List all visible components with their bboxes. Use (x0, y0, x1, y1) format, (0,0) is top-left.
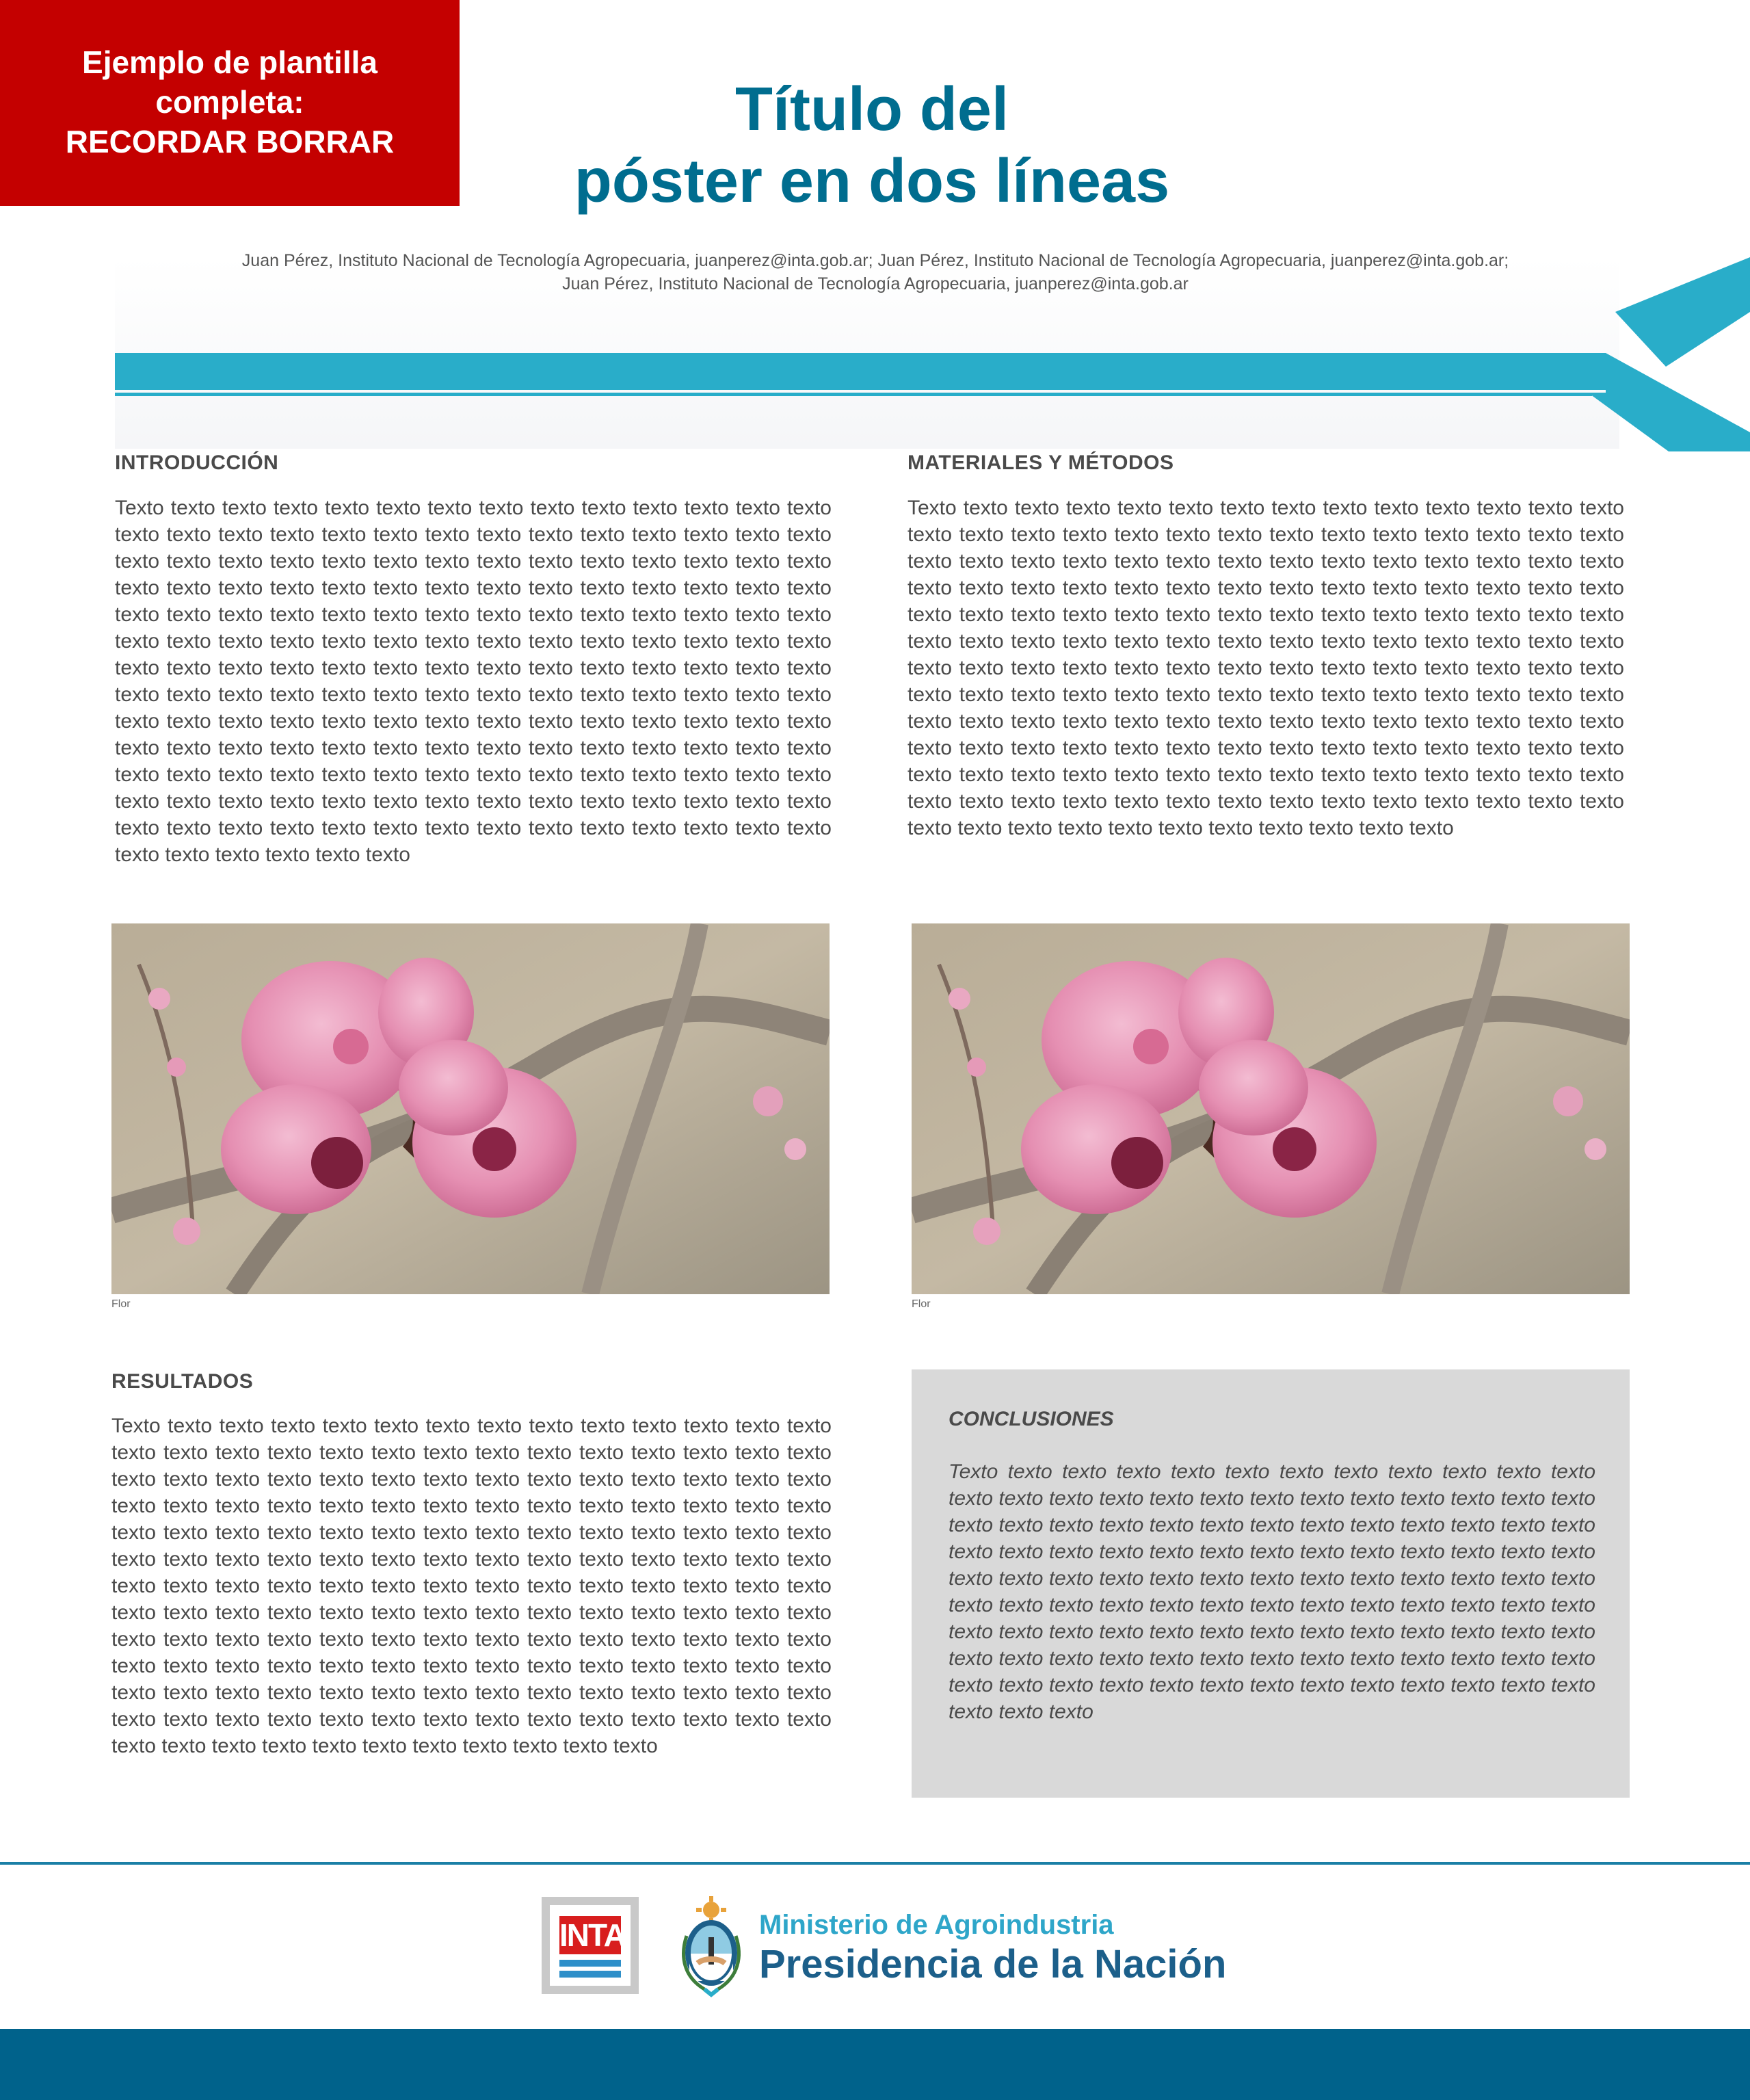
results-heading: RESULTADOS (111, 1370, 254, 1393)
figure-caption-left: Flor (111, 1298, 131, 1310)
methods-heading: MATERIALES Y MÉTODOS (907, 451, 1174, 474)
title-line-1: Título del (735, 75, 1009, 144)
intro-heading: INTRODUCCIÓN (115, 451, 279, 474)
header-chevron-lower (1588, 353, 1750, 451)
inta-logo-stripe-top (559, 1960, 621, 1967)
authors-line-2: Juan Pérez, Instituto Nacional de Tecnología Agropecuaria, juanperez@inta.gob.ar (562, 274, 1189, 293)
warning-line-2: completa: (155, 84, 304, 120)
authors-line-1: Juan Pérez, Instituto Nacional de Tecnología Agropecuaria, juanperez@inta.gob.ar; Juan Pérez, Instituto Nacional de Tecnología Agropecuaria, juanperez@inta.gob.ar; (241, 251, 1509, 270)
authors-block (164, 249, 1587, 296)
methods-text: Texto texto texto texto texto texto texto texto texto texto texto texto texto texto texto texto texto texto texto texto texto texto texto texto texto texto texto texto texto texto texto texto texto texto texto texto texto texto texto texto texto texto texto texto texto texto texto texto texto texto texto texto texto texto texto texto texto texto texto texto texto texto texto texto texto texto texto texto texto texto texto texto texto texto texto texto texto texto texto texto texto texto texto texto texto texto texto texto texto texto texto texto texto texto texto texto texto texto texto texto texto texto texto texto texto texto texto texto texto texto texto texto texto texto texto texto texto texto texto texto texto texto texto texto texto texto texto texto texto texto texto texto texto texto texto texto texto texto texto texto texto texto texto texto texto texto texto texto texto texto texto texto texto texto texto texto texto texto texto texto texto texto texto texto texto texto texto texto texto texto texto texto texto texto texto texto texto texto texto (907, 497, 1624, 839)
inta-logo (542, 1897, 639, 1994)
title-line-2: póster en dos líneas (574, 147, 1170, 215)
warning-line-1: Ejemplo de plantilla (82, 44, 377, 80)
intro-text: Texto texto texto texto texto texto texto texto texto texto texto texto texto texto texto texto texto texto texto texto texto texto texto texto texto texto texto texto texto texto texto texto texto texto texto texto texto texto texto texto texto texto texto texto texto texto texto texto texto texto texto texto texto texto texto texto texto texto texto texto texto texto texto texto texto texto texto texto texto texto texto texto texto texto texto texto texto texto texto texto texto texto texto texto texto texto texto texto texto texto texto texto texto texto texto texto texto texto texto texto texto texto texto texto texto texto texto texto texto texto texto texto texto texto texto texto texto texto texto texto texto texto texto texto texto texto texto texto texto texto texto texto texto texto texto texto texto texto texto texto texto texto texto texto texto texto texto texto texto texto texto texto texto texto texto texto texto texto texto texto texto texto texto texto texto texto texto texto texto texto texto texto texto texto texto texto texto texto texto texto texto texto texto texto texto texto texto texto (115, 497, 832, 866)
poster-title (520, 74, 1224, 218)
inta-logo-stripe-bottom (559, 1971, 621, 1978)
header-thin-line (115, 393, 1592, 396)
presidency-name: Presidencia de la Nación (759, 1942, 1227, 1986)
flower-photo-left (111, 923, 830, 1294)
header-band (115, 353, 1606, 390)
inta-logo-word: INTA (559, 1917, 625, 1953)
results-text: Texto texto texto texto texto texto texto texto texto texto texto texto texto texto texto texto texto texto texto texto texto texto texto texto texto texto texto texto texto texto texto texto texto texto texto texto texto texto texto texto texto texto texto texto texto texto texto texto texto texto texto texto texto texto texto texto texto texto texto texto texto texto texto texto texto texto texto texto texto texto texto texto texto texto texto texto texto texto texto texto texto texto texto texto texto texto texto texto texto texto texto texto texto texto texto texto texto texto texto texto texto texto texto texto texto texto texto texto texto texto texto texto texto texto texto texto texto texto texto texto texto texto texto texto texto texto texto texto texto texto texto texto texto texto texto texto texto texto texto texto texto texto texto texto texto texto texto texto texto texto texto texto texto texto texto texto texto texto texto texto texto texto texto texto texto texto texto texto texto texto texto texto texto texto texto texto texto texto texto (111, 1415, 832, 1757)
warning-line-3: RECORDAR BORRAR (65, 124, 395, 159)
argentina-coat-of-arms-icon (677, 1895, 745, 1997)
footer-divider (0, 1862, 1750, 1865)
figure-caption-right: Flor (912, 1298, 931, 1310)
template-warning-box (0, 0, 460, 206)
conclusions-heading: CONCLUSIONES (949, 1408, 1114, 1430)
header-chevron-upper (1615, 257, 1750, 367)
flower-photo-right (912, 923, 1630, 1294)
conclusions-text: Texto texto texto texto texto texto texto texto texto texto texto texto texto texto texto texto texto texto texto texto texto texto texto texto texto texto texto texto texto texto texto texto texto texto texto texto texto texto texto texto texto texto texto texto texto texto texto texto texto texto texto texto texto texto texto texto texto texto texto texto texto texto texto texto texto texto texto texto texto texto texto texto texto texto texto texto texto texto texto texto texto texto texto texto texto texto texto texto texto texto texto texto texto texto texto texto texto texto texto texto texto texto texto texto texto texto texto texto texto texto texto texto texto texto texto texto texto texto texto (949, 1460, 1595, 1723)
ministry-name: Ministerio de Agroindustria (759, 1910, 1114, 1940)
footer-bar (0, 2029, 1750, 2100)
